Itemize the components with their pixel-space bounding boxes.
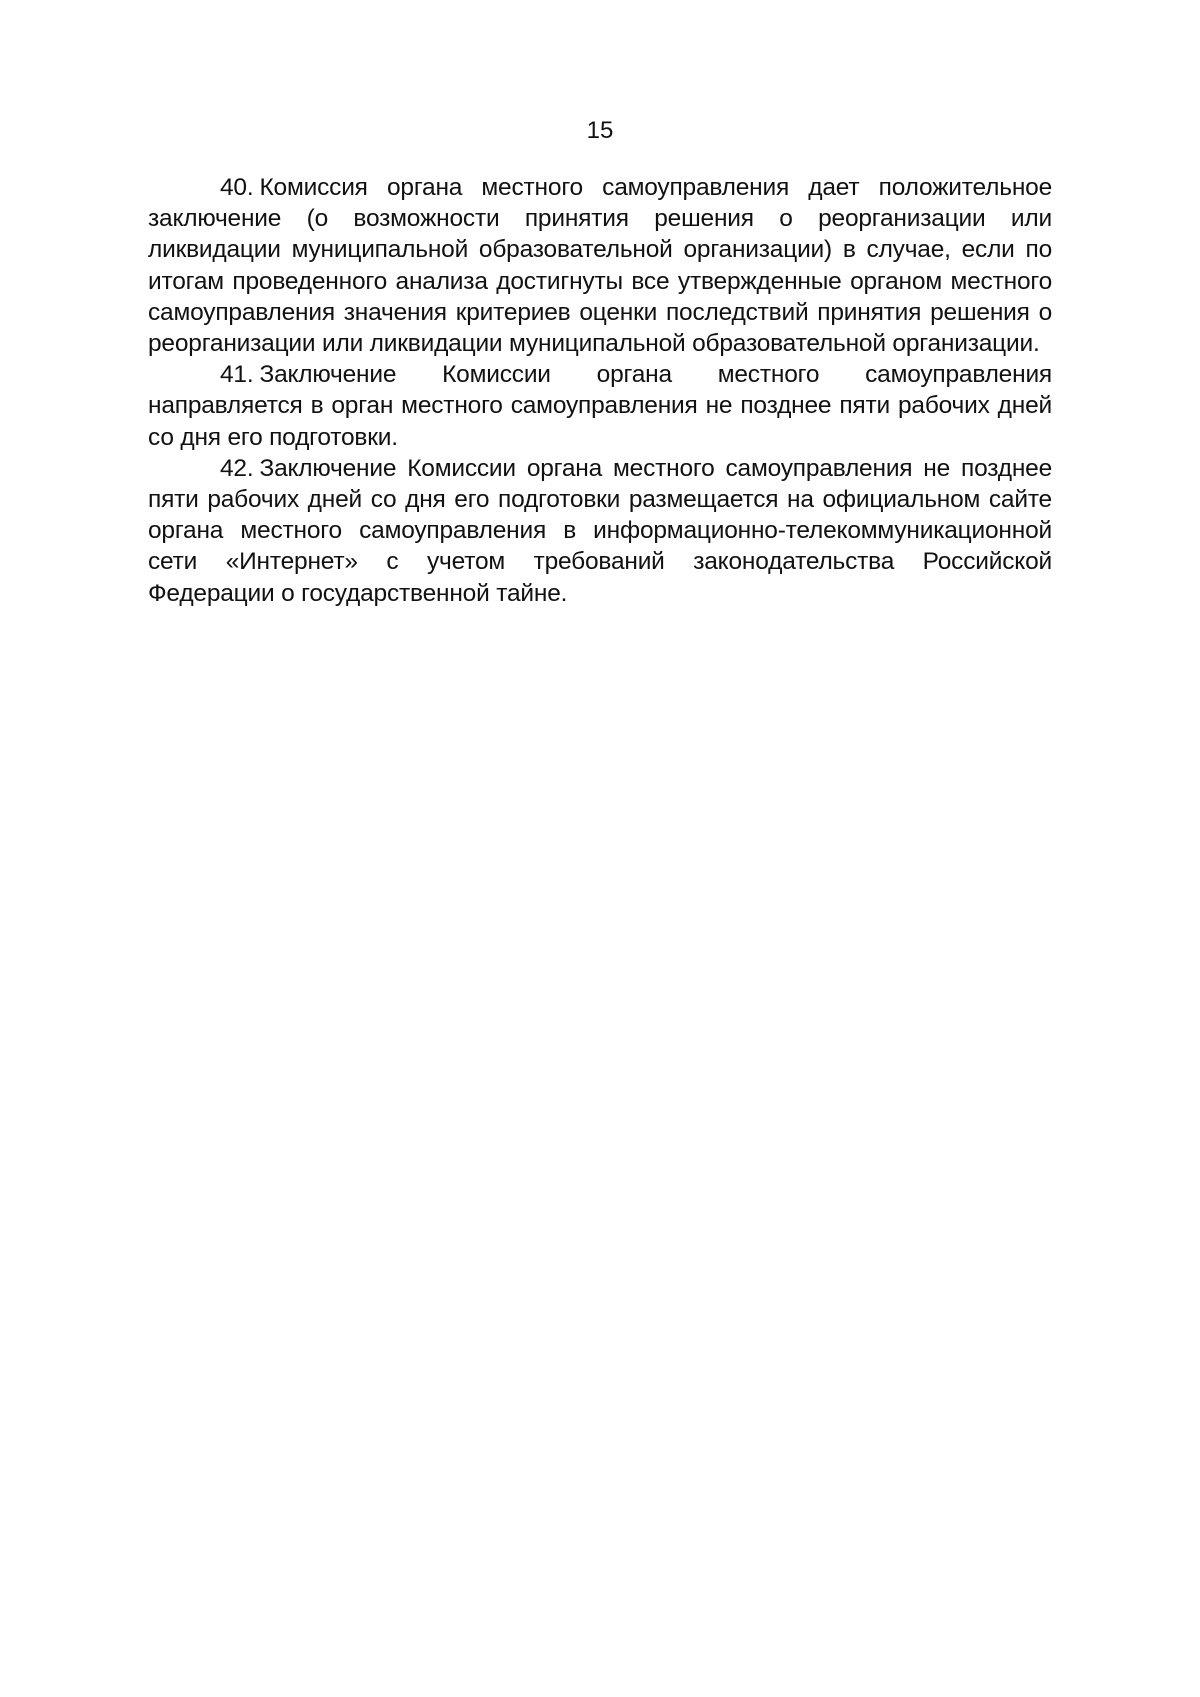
paragraph-number: 41.	[220, 361, 254, 389]
paragraph-number: 40.	[220, 174, 254, 201]
paragraph-42	[148, 453, 1052, 609]
page-number: 15	[586, 117, 614, 144]
paragraph-text: Заключение Комиссии органа местного самоуправления не позднее пяти рабочих дней со дня его подготовки размещается на официальном сайте органа местного самоуправления в информационно-телекоммуникационной сети «Интернет» с учетом требований законодательства Российской Федерации о государственной тайне.	[148, 454, 1052, 607]
paragraph-text: Комиссия органа местного самоуправления дает положительное заключение (о возможности принятия решения о реорганизации или ликвидации муниципальной образовательной организации) в случае, если по итогам проведенного анализа достигнуты все утвержденные органом местного самоуправления значения критериев оценки последствий принятия решения о реорганизации или ликвидации муниципальной образовательной организации.	[148, 174, 1052, 358]
paragraph-41	[148, 359, 1052, 453]
paragraph-text: Заключение Комиссии органа местного самоуправления направляется в орган местного самоуправления не позднее пяти рабочих дней со дня его подготовки.	[148, 361, 1052, 451]
paragraph-number: 42.	[220, 454, 254, 482]
paragraph-40	[148, 172, 1052, 359]
document-body	[148, 172, 1052, 609]
